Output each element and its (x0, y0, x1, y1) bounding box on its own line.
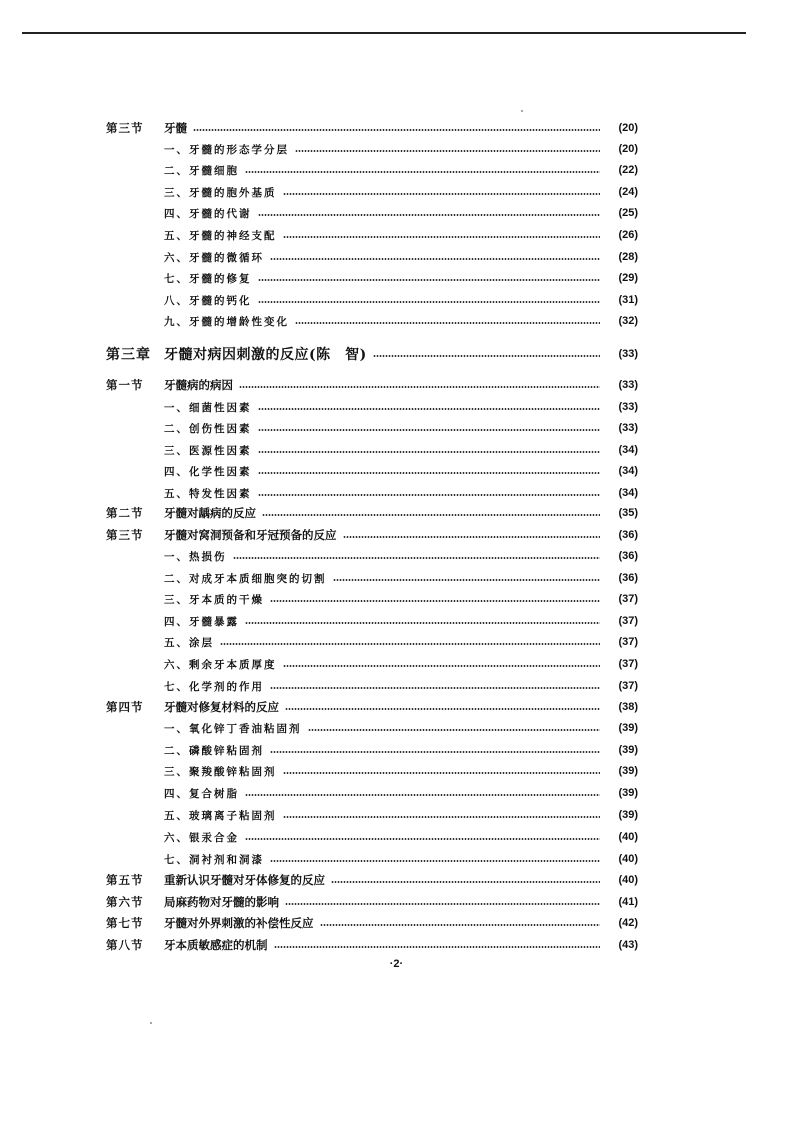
toc-page: (41) (618, 896, 638, 908)
toc-title: 三、医源性因素 (164, 444, 252, 457)
toc-entry[interactable] (106, 203, 638, 223)
toc-label: 第三节 (106, 121, 144, 135)
toc-title: 七、洞衬剂和洞漆 (164, 853, 264, 866)
toc-entry[interactable] (106, 225, 638, 245)
toc-page: (34) (618, 465, 638, 477)
dot-leader (274, 946, 601, 948)
toc-page: (37) (618, 615, 638, 627)
toc-title: 八、牙髓的钙化 (164, 294, 252, 307)
toc-page: (39) (618, 722, 638, 734)
dot-leader (270, 687, 600, 689)
toc-entry[interactable] (106, 311, 638, 331)
toc-page: (20) (618, 122, 638, 134)
toc-page: (37) (618, 658, 638, 670)
dot-leader (308, 729, 601, 731)
toc-label: 第六节 (106, 895, 144, 909)
toc-title: 重新认识牙髓对牙体修复的反应 (164, 873, 325, 887)
toc-page: (20) (618, 143, 638, 155)
dot-leader (270, 751, 600, 753)
toc-title: 牙髓 (164, 121, 187, 135)
toc-page: (35) (618, 507, 638, 519)
toc-page: (34) (618, 487, 638, 499)
toc-title: 四、复合树脂 (164, 787, 239, 800)
toc-entry[interactable] (106, 654, 638, 674)
dot-leader (220, 643, 600, 645)
scan-speck (150, 1022, 152, 1024)
toc-chapter-entry[interactable] (106, 342, 638, 366)
toc-page: (38) (618, 701, 638, 713)
toc-title: 三、聚羧酸锌粘固剂 (164, 765, 277, 778)
dot-leader (258, 472, 601, 474)
toc-page: (40) (618, 853, 638, 865)
toc-title: 五、玻璃离子粘固剂 (164, 809, 277, 822)
toc-title: 局麻药物对牙髓的影响 (164, 895, 279, 909)
toc-page: (33) (618, 422, 638, 434)
toc-title: 二、牙髓细胞 (164, 164, 239, 177)
dot-leader (258, 301, 601, 303)
toc-page: (29) (618, 272, 638, 284)
toc-page: (32) (618, 315, 638, 327)
toc-entry[interactable] (106, 440, 638, 460)
toc-page: (40) (618, 831, 638, 843)
toc-page: (25) (618, 207, 638, 219)
toc-page: (22) (618, 164, 638, 176)
toc-page: (39) (618, 765, 638, 777)
toc-entry[interactable] (106, 849, 638, 869)
dot-leader (285, 903, 600, 905)
toc-entry[interactable] (106, 568, 638, 588)
toc-entry[interactable] (106, 546, 638, 566)
dot-leader (373, 355, 600, 357)
dot-leader (285, 708, 600, 710)
toc-entry[interactable] (106, 503, 638, 523)
toc-entry[interactable] (106, 761, 638, 781)
toc-label: 第二节 (106, 506, 144, 520)
header-rule (22, 32, 746, 34)
dot-leader (270, 600, 600, 602)
dot-leader (258, 494, 601, 496)
toc-entry[interactable] (106, 118, 638, 138)
toc-title: 一、氧化锌丁香油粘固剂 (164, 722, 302, 735)
toc-page: (36) (618, 550, 638, 562)
toc-entry[interactable] (106, 589, 638, 609)
toc-page: (26) (618, 229, 638, 241)
toc-page: (34) (618, 444, 638, 456)
toc-entry[interactable] (106, 611, 638, 631)
toc-entry[interactable] (106, 247, 638, 267)
toc-entry[interactable] (106, 697, 638, 717)
page-number: ·2· (389, 958, 404, 970)
toc-title: 牙本质敏感症的机制 (164, 938, 268, 952)
toc-entry[interactable] (106, 375, 638, 395)
toc-entry[interactable] (106, 740, 638, 760)
toc-label: 第五节 (106, 873, 144, 887)
toc-entry[interactable] (106, 268, 638, 288)
toc-entry[interactable] (106, 182, 638, 202)
toc-title: 牙髓对外界刺激的补偿性反应 (164, 916, 314, 930)
toc-title: 九、牙髓的增龄性变化 (164, 315, 289, 328)
toc-title: 五、特发性因素 (164, 487, 252, 500)
toc-title: 五、涂层 (164, 636, 214, 649)
dot-leader (245, 622, 600, 624)
dot-leader (193, 129, 600, 131)
toc-entry[interactable] (106, 935, 638, 955)
toc-page: (33) (618, 401, 638, 413)
toc-title: 一、牙髓的形态学分层 (164, 143, 289, 156)
dot-leader (233, 557, 601, 559)
dot-leader (283, 772, 601, 774)
toc-page: (39) (618, 744, 638, 756)
toc-entry[interactable] (106, 397, 638, 417)
toc-page: (33) (618, 348, 638, 360)
toc-title: 三、牙髓的胞外基质 (164, 186, 277, 199)
dot-leader (258, 451, 601, 453)
toc-label: 第七节 (106, 916, 144, 930)
chapter-label: 第三章 (106, 347, 151, 363)
toc-entry[interactable] (106, 892, 638, 912)
toc-title: 一、热损伤 (164, 550, 227, 563)
toc-label: 第四节 (106, 700, 144, 714)
dot-leader (333, 579, 601, 581)
toc-page: (24) (618, 186, 638, 198)
toc-page: (37) (618, 680, 638, 692)
chapter-title: 牙髓对病因刺激的反应(陈 智) (164, 347, 367, 363)
toc-title: 二、创伤性因素 (164, 422, 252, 435)
dot-leader (262, 514, 600, 516)
toc-page: (39) (618, 787, 638, 799)
dot-leader (258, 408, 601, 410)
toc-page: (33) (618, 379, 638, 391)
toc-entry[interactable] (106, 483, 638, 503)
toc-entry[interactable] (106, 139, 638, 159)
dot-leader (258, 279, 601, 281)
scan-speck (521, 110, 523, 112)
toc-entry[interactable] (106, 290, 638, 310)
toc-entry[interactable] (106, 827, 638, 847)
toc-title: 牙髓对龋病的反应 (164, 506, 256, 520)
toc-page: (36) (618, 529, 638, 541)
dot-leader (283, 236, 601, 238)
toc-title: 七、牙髓的修复 (164, 272, 252, 285)
dot-leader (239, 386, 600, 388)
toc-title: 二、对成牙本质细胞突的切割 (164, 572, 327, 585)
dot-leader (283, 816, 601, 818)
toc-page: (37) (618, 636, 638, 648)
toc-title: 六、银汞合金 (164, 831, 239, 844)
dot-leader (283, 665, 601, 667)
toc-title: 四、牙髓暴露 (164, 615, 239, 628)
toc-title: 四、化学性因素 (164, 465, 252, 478)
toc-entry[interactable] (106, 913, 638, 933)
toc-title: 牙髓病的病因 (164, 378, 233, 392)
toc-title: 五、牙髓的神经支配 (164, 229, 277, 242)
toc-page: (31) (618, 294, 638, 306)
toc-entry[interactable] (106, 805, 638, 825)
dot-leader (245, 838, 600, 840)
toc-title: 二、磷酸锌粘固剂 (164, 744, 264, 757)
toc-page: (28) (618, 251, 638, 263)
dot-leader (320, 924, 601, 926)
toc-label: 第三节 (106, 528, 144, 542)
dot-leader (258, 429, 601, 431)
toc-entry[interactable] (106, 461, 638, 481)
toc-entry[interactable] (106, 870, 638, 890)
dot-leader (258, 214, 601, 216)
dot-leader (283, 193, 601, 195)
dot-leader (245, 171, 600, 173)
toc-title: 牙髓对修复材料的反应 (164, 700, 279, 714)
toc-label: 第八节 (106, 938, 144, 952)
toc-entry[interactable] (106, 783, 638, 803)
toc-title: 一、细菌性因素 (164, 401, 252, 414)
toc-entry[interactable] (106, 525, 638, 545)
toc-entry[interactable] (106, 418, 638, 438)
toc-page: (42) (618, 917, 638, 929)
toc-entry[interactable] (106, 160, 638, 180)
toc-title: 三、牙本质的干燥 (164, 593, 264, 606)
dot-leader (245, 794, 600, 796)
dot-leader (295, 150, 600, 152)
toc-page: (40) (618, 874, 638, 886)
dot-leader (270, 258, 600, 260)
dot-leader (343, 536, 601, 538)
toc-entry[interactable] (106, 718, 638, 738)
toc-title: 七、化学剂的作用 (164, 680, 264, 693)
toc-page: (39) (618, 809, 638, 821)
toc-entry[interactable] (106, 632, 638, 652)
toc-title: 六、牙髓的微循环 (164, 251, 264, 264)
dot-leader (331, 881, 600, 883)
toc-title: 六、剩余牙本质厚度 (164, 658, 277, 671)
toc-page: (37) (618, 593, 638, 605)
toc-page: (43) (618, 939, 638, 951)
toc-label: 第一节 (106, 378, 144, 392)
dot-leader (295, 322, 600, 324)
toc-title: 四、牙髓的代谢 (164, 207, 252, 220)
dot-leader (270, 860, 600, 862)
toc-page: (36) (618, 572, 638, 584)
toc-entry[interactable] (106, 676, 638, 696)
toc-title: 牙髓对窝洞预备和牙冠预备的反应 (164, 528, 337, 542)
